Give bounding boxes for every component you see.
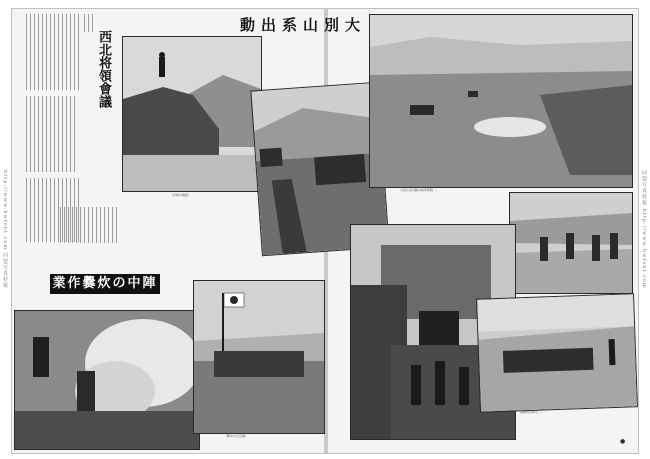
text-column-block-5	[60, 207, 120, 243]
caption-gate-vertical: （城門に入る部隊）	[372, 360, 376, 387]
photo-cooking-smoke	[14, 310, 200, 450]
section-title: 陣中の炊爨作業	[52, 276, 158, 291]
caption-troops-formation: 部隊長の訓示 ...	[520, 410, 542, 414]
header-title: 大別山系出動	[239, 16, 366, 34]
left-margin-text: http://www.hwfont.com 同盟写真特報	[2, 170, 8, 289]
right-margin-text: 同盟写真特報 http://www.hwfont.com	[641, 170, 647, 289]
text-column-block-1	[26, 14, 80, 90]
caption-soldier: （歩哨の雄姿）	[170, 193, 192, 197]
photo-flag-camp	[193, 280, 325, 434]
caption-flag-camp: （陣中の日章旗）	[224, 434, 249, 438]
photo-valley-tanks	[369, 14, 633, 188]
text-column-block-2	[26, 96, 78, 172]
article-title: 西北将領會議	[96, 30, 111, 108]
caption-valley-tanks: 大別山系出動の戦車部隊 ...	[400, 188, 437, 192]
photo-troops-formation	[476, 293, 638, 412]
photo-troops-road	[509, 192, 633, 294]
text-column-block-4	[84, 14, 94, 32]
page-number: ●	[620, 438, 626, 445]
photo-soldier-on-wall	[122, 36, 262, 192]
section-title-banner	[50, 274, 160, 294]
